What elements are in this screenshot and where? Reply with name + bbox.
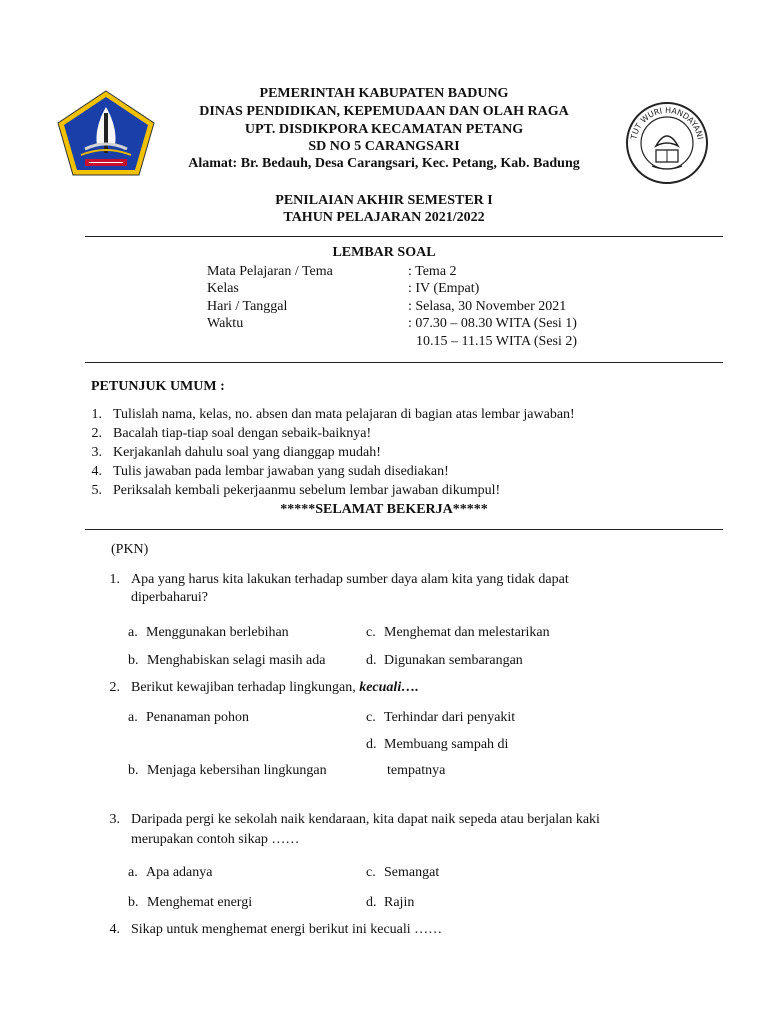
option-text: Menghabiskan selagi masih ada <box>147 653 326 668</box>
section-label: (PKN) <box>111 542 149 557</box>
info-value-time-2: 10.15 – 11.15 WITA (Sesi 2) <box>416 334 578 349</box>
exam-title: PENILAIAN AKHIR SEMESTER I <box>275 193 493 208</box>
info-value-class: : IV (Empat) <box>408 281 480 296</box>
closing-text: *****SELAMAT BEKERJA***** <box>280 502 488 517</box>
info-value-time-1: : 07.30 – 08.30 WITA (Sesi 1) <box>408 316 577 331</box>
option-key: a. <box>128 625 138 640</box>
letterhead-line-3: UPT. DISDIKPORA KECAMATAN PETANG <box>244 122 524 137</box>
info-value-date: : Selasa, 30 November 2021 <box>408 299 567 314</box>
question-number: 4. <box>109 922 120 937</box>
info-value-subject: : Tema 2 <box>408 264 457 279</box>
divider-middle <box>85 362 723 363</box>
sheet-title: LEMBAR SOAL <box>332 245 436 260</box>
option-key: c. <box>366 865 376 880</box>
instruction-item: Periksalah kembali pekerjaanmu sebelum lembar jawaban dikumpul! <box>113 483 501 498</box>
option-key: a. <box>128 865 138 880</box>
option-text: Penanaman pohon <box>146 710 250 725</box>
divider-top <box>85 236 723 237</box>
option-key: a. <box>128 710 138 725</box>
question-text-cont: diperbaharui? <box>131 590 208 605</box>
letterhead-line-2: DINAS PENDIDIKAN, KEPEMUDAAN DAN OLAH RAGA <box>199 104 569 119</box>
exam-year: TAHUN PELAJARAN 2021/2022 <box>283 210 485 225</box>
option-text: Menjaga kebersihan lingkungan <box>147 763 327 778</box>
info-label-time: Waktu <box>207 316 244 331</box>
svg-text:TUT WURI HANDAYANI: TUT WURI HANDAYANI <box>629 105 705 141</box>
question-text <box>131 679 419 696</box>
option-text-cont: tempatnya <box>387 763 446 778</box>
option-text: Semangat <box>384 865 440 880</box>
instruction-item: Bacalah tiap-tiap soal dengan sebaik-baiknya! <box>113 426 372 441</box>
option-key: d. <box>366 737 377 752</box>
option-key: b. <box>128 763 139 778</box>
instruction-number: 3. <box>91 445 102 460</box>
letterhead-line-1: PEMERINTAH KABUPATEN BADUNG <box>259 86 509 101</box>
question-number: 1. <box>109 572 120 587</box>
instruction-item: Kerjakanlah dahulu soal yang dianggap mudah! <box>113 445 381 460</box>
info-label-date: Hari / Tanggal <box>207 299 288 314</box>
question-number: 2. <box>109 680 120 695</box>
instruction-number: 1. <box>91 407 102 422</box>
question-text: Sikap untuk menghemat energi berikut ini kecuali …… <box>131 922 443 937</box>
instruction-item: Tulis jawaban pada lembar jawaban yang sudah disediakan! <box>113 464 449 479</box>
divider-bottom <box>85 529 723 530</box>
option-key: c. <box>366 710 376 725</box>
letterhead-address: Alamat: Br. Bedauh, Desa Carangsari, Kec. Petang, Kab. Badung <box>188 156 580 171</box>
question-text: Daripada pergi ke sekolah naik kendaraan, kita dapat naik sepeda atau berjalan kaki <box>131 812 600 827</box>
option-key: c. <box>366 625 376 640</box>
option-text: Menghemat energi <box>147 895 253 910</box>
question-text-main: Berikut kewajiban terhadap lingkungan, <box>131 680 360 695</box>
option-text: Terhindar dari penyakit <box>384 710 516 725</box>
question-text-cont: merupakan contoh sikap …… <box>131 832 300 847</box>
option-key: b. <box>128 653 139 668</box>
question-number: 3. <box>109 812 120 827</box>
option-text: Rajin <box>384 895 415 910</box>
option-text: Menghemat dan melestarikan <box>384 625 550 640</box>
option-key: b. <box>128 895 139 910</box>
letterhead-line-4: SD NO 5 CARANGSARI <box>308 139 460 154</box>
option-key: d. <box>366 895 377 910</box>
instruction-number: 2. <box>91 426 102 441</box>
instructions-heading: PETUNJUK UMUM : <box>91 379 225 394</box>
instruction-number: 5. <box>91 483 102 498</box>
option-text: Apa adanya <box>146 865 213 880</box>
option-text: Digunakan sembarangan <box>384 653 523 668</box>
info-label-subject: Mata Pelajaran / Tema <box>207 264 333 279</box>
question-text: Apa yang harus kita lakukan terhadap sumber daya alam kita yang tidak dapat <box>131 572 569 587</box>
instruction-number: 4. <box>91 464 102 479</box>
question-emphasis: kecuali…. <box>359 680 419 695</box>
info-label-class: Kelas <box>207 281 239 296</box>
option-key: d. <box>366 653 377 668</box>
instruction-item: Tulislah nama, kelas, no. absen dan mata pelajaran di bagian atas lembar jawaban! <box>113 407 575 422</box>
option-text: Membuang sampah di <box>384 737 509 752</box>
option-text: Menggunakan berlebihan <box>146 625 289 640</box>
